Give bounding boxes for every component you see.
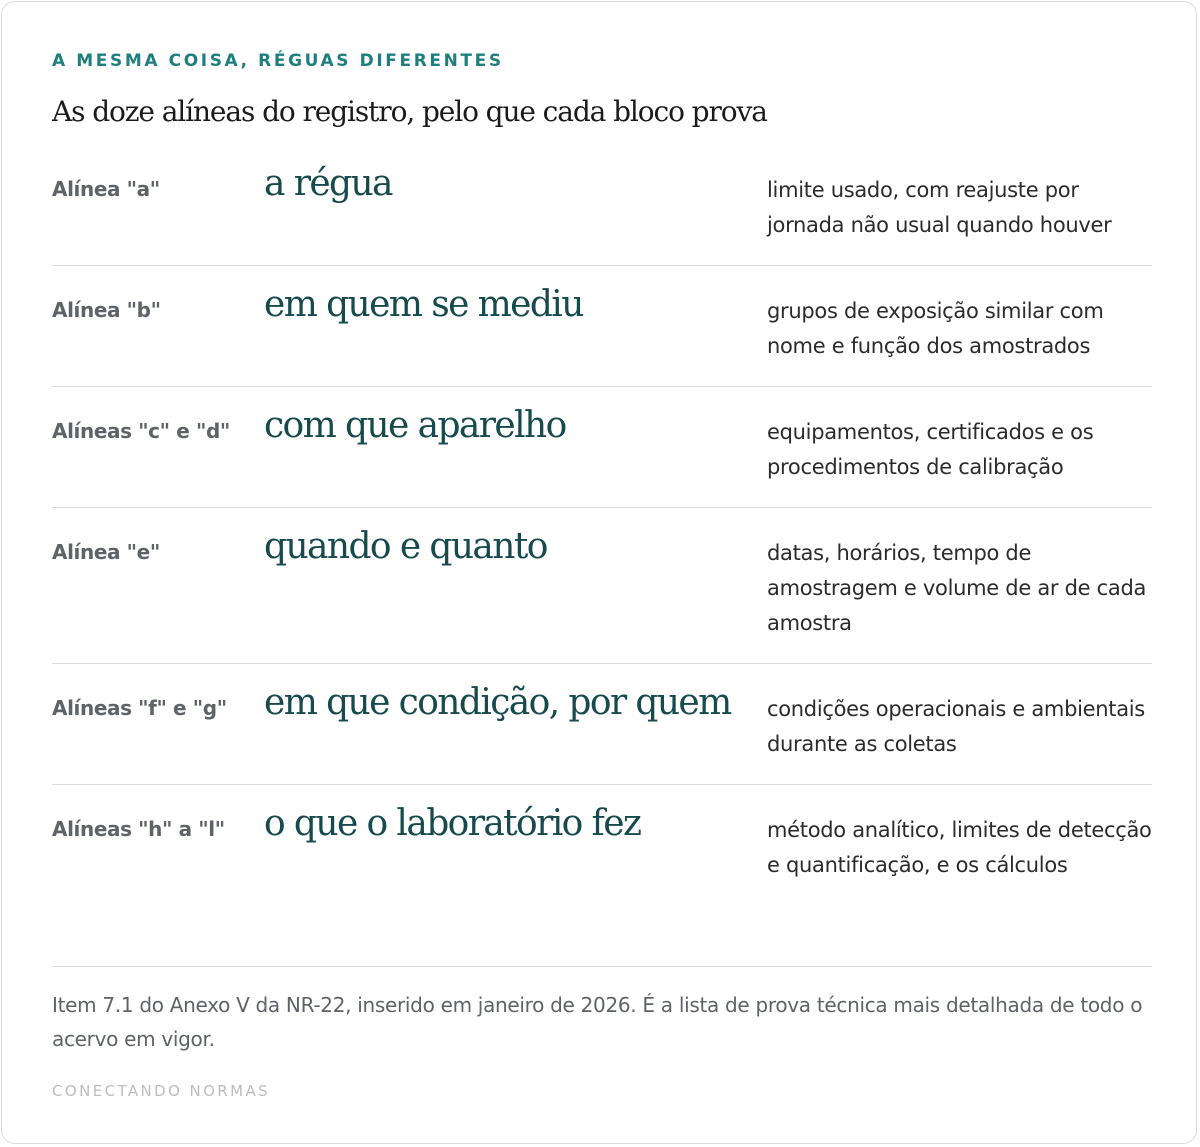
page-title: As doze alíneas do registro, pelo que cada bloco prova <box>52 95 767 128</box>
alinea-label: Alínea "a" <box>52 177 160 201</box>
alinea-description: limite usado, com reajuste por jornada não usual quando houver <box>767 178 1112 237</box>
alinea-phrase: em que condição, por quem <box>264 682 731 723</box>
eyebrow: A MESMA COISA, RÉGUAS DIFERENTES <box>52 51 504 71</box>
card <box>1 1 1197 1144</box>
list-item <box>52 162 1152 266</box>
list-item <box>52 664 1152 785</box>
alinea-description: condições operacionais e ambientais durante as coletas <box>767 697 1145 756</box>
list-item <box>52 785 1152 967</box>
alinea-description: grupos de exposição similar com nome e função dos amostrados <box>767 299 1104 358</box>
alinea-label: Alíneas "h" a "l" <box>52 817 225 841</box>
alinea-description: equipamentos, certificados e os procedimentos de calibração <box>767 420 1094 479</box>
alinea-description: método analítico, limites de detecção e quantificação, e os cálculos <box>767 818 1152 877</box>
list-item <box>52 387 1152 508</box>
brand-name: CONECTANDO NORMAS <box>52 1082 271 1100</box>
alinea-phrase: a régua <box>264 163 392 204</box>
alinea-phrase: em quem se mediu <box>264 284 583 325</box>
alineas-list <box>52 162 1152 967</box>
alinea-phrase: quando e quanto <box>264 526 547 567</box>
footnote: Item 7.1 do Anexo V da NR-22, inserido em janeiro de 2026. É a lista de prova técnica mais detalhada de todo o acervo em vigor. <box>52 993 1143 1051</box>
alinea-label: Alínea "b" <box>52 298 161 322</box>
alinea-label: Alíneas "f" e "g" <box>52 696 227 720</box>
alinea-description: datas, horários, tempo de amostragem e volume de ar de cada amostra <box>767 541 1147 635</box>
alinea-label: Alíneas "c" e "d" <box>52 419 230 443</box>
alinea-label: Alínea "e" <box>52 540 160 564</box>
list-item <box>52 266 1152 387</box>
list-item <box>52 508 1152 664</box>
alinea-phrase: com que aparelho <box>264 405 566 446</box>
alinea-phrase: o que o laboratório fez <box>264 803 641 844</box>
